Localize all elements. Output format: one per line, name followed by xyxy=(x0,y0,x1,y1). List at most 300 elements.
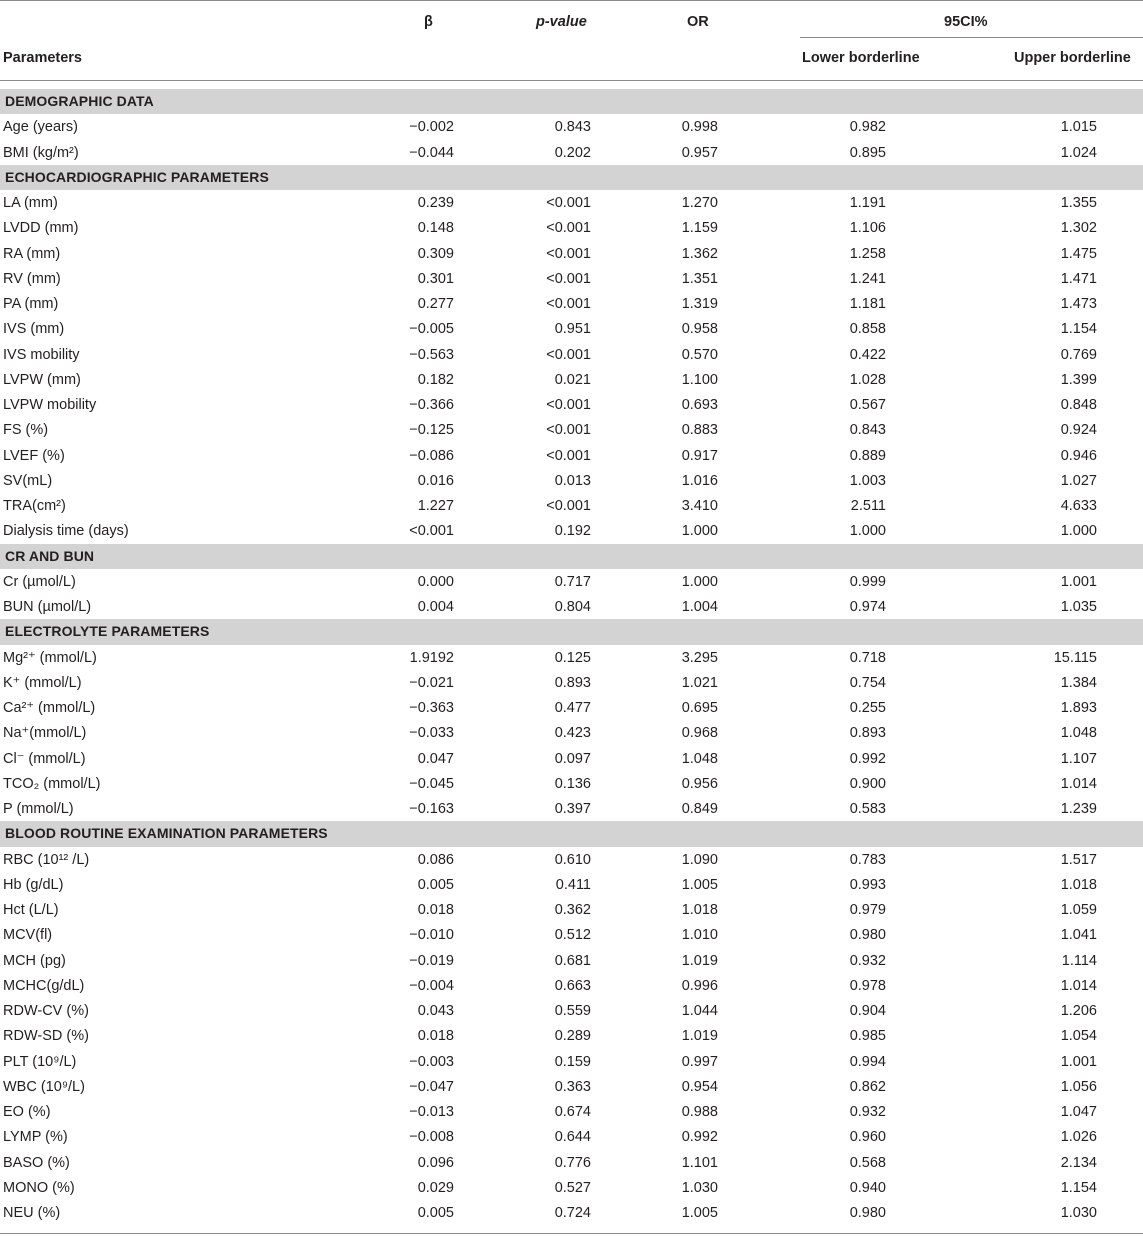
cell-or: 1.100 xyxy=(681,371,718,388)
cell-p-value: 0.397 xyxy=(554,801,591,817)
cell-upper-borderline: 0.946 xyxy=(1060,447,1097,464)
cell-beta: −0.002 xyxy=(409,119,454,136)
cell-upper-borderline: 1.001 xyxy=(1060,1053,1097,1070)
cell-or: 1.016 xyxy=(681,472,718,489)
cell-beta: −0.021 xyxy=(409,674,454,691)
cell-or: 0.957 xyxy=(681,144,718,161)
cell-p-value: <0.001 xyxy=(546,447,591,464)
cell-beta: 0.047 xyxy=(417,750,454,767)
cell-lower-borderline: 0.932 xyxy=(849,1104,886,1120)
cell-or: 1.270 xyxy=(681,195,718,211)
cell-p-value: <0.001 xyxy=(546,346,591,363)
cell-p-value: <0.001 xyxy=(546,195,591,211)
cell-parameter: LVPW mobility xyxy=(3,397,97,413)
cell-lower-borderline: 0.255 xyxy=(849,700,886,716)
cell-lower-borderline: 2.511 xyxy=(850,498,886,514)
cell-p-value: 0.363 xyxy=(554,1078,591,1095)
cell-parameter: LVEF (%) xyxy=(3,447,65,464)
cell-parameter: BMI (kg/m²) xyxy=(3,144,79,161)
header-lower-borderline: Lower borderline xyxy=(802,50,920,66)
cell-lower-borderline: 0.979 xyxy=(849,902,886,918)
cell-upper-borderline: 1.154 xyxy=(1060,1179,1097,1196)
cell-parameter: RDW-CV (%) xyxy=(3,1003,89,1019)
cell-parameter: SV(mL) xyxy=(3,472,53,489)
cell-p-value: 0.159 xyxy=(554,1053,591,1070)
cell-p-value: 0.202 xyxy=(554,144,591,161)
cell-beta: −0.019 xyxy=(409,952,454,969)
cell-or: 1.004 xyxy=(681,599,718,615)
cell-lower-borderline: 0.754 xyxy=(849,674,886,691)
cell-p-value: 0.125 xyxy=(554,649,591,666)
section-label: CR AND BUN xyxy=(5,547,95,564)
cell-upper-borderline: 1.107 xyxy=(1060,750,1097,767)
cell-p-value: <0.001 xyxy=(546,296,591,312)
cell-upper-borderline: 1.384 xyxy=(1060,674,1097,691)
cell-parameter: BUN (µmol/L) xyxy=(3,599,92,615)
cell-upper-borderline: 1.041 xyxy=(1060,927,1097,944)
table-row xyxy=(0,266,1143,291)
table-row xyxy=(0,645,1143,670)
cell-parameter: Dialysis time (days) xyxy=(3,523,129,540)
cell-lower-borderline: 0.985 xyxy=(849,1028,886,1045)
cell-parameter: IVS mobility xyxy=(3,346,80,363)
table-row xyxy=(0,114,1143,139)
cell-parameter: FS (%) xyxy=(3,422,49,439)
cell-lower-borderline: 0.940 xyxy=(849,1179,886,1196)
cell-or: 0.570 xyxy=(681,346,718,363)
cell-upper-borderline: 1.475 xyxy=(1060,245,1097,262)
cell-upper-borderline: 1.206 xyxy=(1060,1003,1097,1019)
cell-parameter: LYMP (%) xyxy=(3,1129,68,1146)
cell-lower-borderline: 0.999 xyxy=(849,573,886,590)
cell-upper-borderline: 0.848 xyxy=(1060,397,1097,413)
cell-lower-borderline: 0.783 xyxy=(849,851,886,868)
cell-beta: −0.047 xyxy=(409,1078,454,1095)
cell-parameter: RBC (10¹² /L) xyxy=(3,851,90,868)
cell-p-value: 0.644 xyxy=(554,1129,591,1146)
cell-p-value: 0.681 xyxy=(554,952,591,969)
cell-p-value: 0.136 xyxy=(554,775,591,792)
cell-or: 0.954 xyxy=(681,1078,718,1095)
cell-upper-borderline: 1.154 xyxy=(1060,321,1097,338)
cell-parameter: EO (%) xyxy=(3,1104,51,1120)
cell-lower-borderline: 0.980 xyxy=(849,927,886,944)
cell-p-value: <0.001 xyxy=(546,397,591,413)
cell-parameter: NEU (%) xyxy=(3,1205,61,1221)
cell-beta: −0.366 xyxy=(409,397,454,413)
cell-parameter: IVS (mm) xyxy=(3,321,65,338)
table-row xyxy=(0,670,1143,695)
table-row xyxy=(0,1200,1143,1225)
section-header-row xyxy=(0,165,1143,190)
cell-p-value: 0.362 xyxy=(554,902,591,918)
cell-lower-borderline: 1.241 xyxy=(849,270,886,287)
cell-lower-borderline: 0.567 xyxy=(849,397,886,413)
cell-lower-borderline: 0.974 xyxy=(849,599,886,615)
cell-or: 0.958 xyxy=(681,321,718,338)
cell-lower-borderline: 0.982 xyxy=(849,119,886,136)
table-bottom-rule xyxy=(0,1233,1143,1234)
cell-or: 0.956 xyxy=(681,775,718,792)
cell-or: 1.030 xyxy=(681,1179,718,1196)
table-row xyxy=(0,746,1143,771)
cell-or: 0.968 xyxy=(681,725,718,742)
cell-p-value: 0.192 xyxy=(554,523,591,540)
cell-or: 1.010 xyxy=(681,927,718,944)
cell-or: 3.295 xyxy=(681,649,718,666)
cell-p-value: 0.512 xyxy=(554,927,591,944)
cell-or: 0.992 xyxy=(681,1129,718,1146)
cell-beta: 0.301 xyxy=(417,270,454,287)
cell-upper-borderline: 1.355 xyxy=(1060,195,1097,211)
cell-parameter: Ca²⁺ (mmol/L) xyxy=(3,700,96,716)
table-row xyxy=(0,796,1143,821)
section-header-row xyxy=(0,89,1143,114)
header-p-value xyxy=(536,14,587,30)
cell-beta: −0.003 xyxy=(409,1053,454,1070)
cell-parameter: K⁺ (mmol/L) xyxy=(3,674,82,691)
cell-p-value: 0.289 xyxy=(554,1028,591,1045)
cell-parameter: RDW-SD (%) xyxy=(3,1028,89,1045)
table-row xyxy=(0,367,1143,392)
cell-lower-borderline: 0.993 xyxy=(849,876,886,893)
cell-p-value: 0.013 xyxy=(554,472,591,489)
cell-upper-borderline: 1.239 xyxy=(1060,801,1097,817)
cell-upper-borderline: 1.114 xyxy=(1061,952,1097,969)
table-row xyxy=(0,973,1143,998)
cell-or: 1.005 xyxy=(681,876,718,893)
cell-or: 1.019 xyxy=(681,1028,718,1045)
table-row xyxy=(0,493,1143,518)
table-row xyxy=(0,872,1143,897)
header-beta: β xyxy=(424,14,433,30)
section-header-row xyxy=(0,821,1143,846)
cell-or: 0.998 xyxy=(681,119,718,136)
cell-parameter: P (mmol/L) xyxy=(3,801,74,817)
cell-lower-borderline: 0.960 xyxy=(849,1129,886,1146)
cell-upper-borderline: 1.030 xyxy=(1060,1205,1097,1221)
cell-upper-borderline: 2.134 xyxy=(1060,1154,1097,1171)
table-row xyxy=(0,771,1143,796)
cell-parameter: Hb (g/dL) xyxy=(3,876,64,893)
header-parameters: Parameters xyxy=(3,50,82,66)
table-row xyxy=(0,897,1143,922)
cell-upper-borderline: 1.024 xyxy=(1060,144,1097,161)
cell-upper-borderline: 1.302 xyxy=(1060,220,1097,237)
cell-parameter: TCO₂ (mmol/L) xyxy=(3,775,101,792)
cell-or: 1.159 xyxy=(681,220,718,237)
cell-beta: −0.010 xyxy=(409,927,454,944)
cell-parameter: PLT (10⁹/L) xyxy=(3,1053,77,1070)
cell-upper-borderline: 1.018 xyxy=(1060,876,1097,893)
cell-or: 1.090 xyxy=(681,851,718,868)
cell-beta: −0.563 xyxy=(409,346,454,363)
cell-beta: 0.000 xyxy=(417,573,454,590)
cell-p-value: 0.097 xyxy=(554,750,591,767)
section-header-row xyxy=(0,619,1143,644)
cell-lower-borderline: 0.932 xyxy=(849,952,886,969)
cell-p-value: <0.001 xyxy=(546,422,591,439)
cell-lower-borderline: 0.862 xyxy=(849,1078,886,1095)
cell-upper-borderline: 0.769 xyxy=(1060,346,1097,363)
table-row xyxy=(0,291,1143,316)
cell-upper-borderline: 1.893 xyxy=(1060,700,1097,716)
cell-upper-borderline: 1.048 xyxy=(1060,725,1097,742)
table-row xyxy=(0,140,1143,165)
cell-beta: −0.013 xyxy=(409,1104,454,1120)
section-label: DEMOGRAPHIC DATA xyxy=(5,93,154,109)
cell-beta: <0.001 xyxy=(409,523,454,540)
cell-beta: 0.239 xyxy=(417,195,454,211)
cell-beta: 0.277 xyxy=(417,296,454,312)
cell-parameter: LA (mm) xyxy=(3,195,58,211)
cell-beta: −0.033 xyxy=(409,725,454,742)
cell-lower-borderline: 0.895 xyxy=(849,144,886,161)
header-ci-rule xyxy=(800,37,1143,38)
cell-beta: 0.005 xyxy=(417,876,454,893)
cell-p-value: 0.527 xyxy=(554,1179,591,1196)
cell-lower-borderline: 0.980 xyxy=(849,1205,886,1221)
table-row xyxy=(0,215,1143,240)
cell-beta: 0.005 xyxy=(417,1205,454,1221)
table-row xyxy=(0,190,1143,215)
cell-or: 0.849 xyxy=(681,801,718,817)
cell-beta: 0.182 xyxy=(417,371,454,388)
table-row xyxy=(0,998,1143,1023)
header-upper-borderline: Upper borderline xyxy=(1014,50,1131,66)
cell-p-value: 0.843 xyxy=(554,119,591,136)
cell-p-value: 0.559 xyxy=(554,1003,591,1019)
cell-p-value: 0.804 xyxy=(554,599,591,615)
cell-p-value: 0.610 xyxy=(554,851,591,868)
cell-upper-borderline: 1.399 xyxy=(1060,371,1097,388)
cell-parameter: TRA(cm²) xyxy=(3,498,66,514)
table-row xyxy=(0,443,1143,468)
cell-or: 1.101 xyxy=(681,1154,718,1171)
cell-upper-borderline: 1.471 xyxy=(1060,270,1097,287)
cell-parameter: MCV(fl) xyxy=(3,927,53,944)
cell-upper-borderline: 1.026 xyxy=(1060,1129,1097,1146)
cell-parameter: Age (years) xyxy=(3,119,78,136)
cell-beta: 0.096 xyxy=(417,1154,454,1171)
cell-lower-borderline: 1.258 xyxy=(849,245,886,262)
header-p-value-text: p-value xyxy=(536,14,587,30)
cell-lower-borderline: 0.858 xyxy=(849,321,886,338)
cell-beta: 0.309 xyxy=(417,245,454,262)
cell-parameter: RA (mm) xyxy=(3,245,61,262)
cell-beta: −0.044 xyxy=(409,144,454,161)
cell-parameter: Cr (µmol/L) xyxy=(3,573,76,590)
table-row xyxy=(0,342,1143,367)
cell-lower-borderline: 0.978 xyxy=(849,977,886,994)
table-row xyxy=(0,1099,1143,1124)
cell-beta: 0.018 xyxy=(417,1028,454,1045)
cell-upper-borderline: 1.027 xyxy=(1060,472,1097,489)
table-row xyxy=(0,569,1143,594)
cell-beta: 1.227 xyxy=(417,498,454,514)
cell-or: 0.996 xyxy=(681,977,718,994)
table-row xyxy=(0,241,1143,266)
section-label: ELECTROLYTE PARAMETERS xyxy=(5,623,210,640)
cell-parameter: RV (mm) xyxy=(3,270,61,287)
cell-lower-borderline: 0.900 xyxy=(849,775,886,792)
cell-parameter: PA (mm) xyxy=(3,296,59,312)
header-ci: 95CI% xyxy=(944,14,988,30)
cell-or: 1.019 xyxy=(681,952,718,969)
table-row xyxy=(0,1023,1143,1048)
cell-or: 1.018 xyxy=(681,902,718,918)
cell-parameter: MONO (%) xyxy=(3,1179,75,1196)
cell-upper-borderline: 1.000 xyxy=(1060,523,1097,540)
cell-lower-borderline: 1.028 xyxy=(849,371,886,388)
cell-beta: 0.029 xyxy=(417,1179,454,1196)
cell-beta: −0.086 xyxy=(409,447,454,464)
cell-or: 0.997 xyxy=(681,1053,718,1070)
cell-parameter: WBC (10⁹/L) xyxy=(3,1078,85,1095)
cell-beta: 0.086 xyxy=(417,851,454,868)
cell-lower-borderline: 0.889 xyxy=(849,447,886,464)
cell-lower-borderline: 1.181 xyxy=(849,296,886,312)
table-row xyxy=(0,518,1143,543)
cell-parameter: MCHC(g/dL) xyxy=(3,977,85,994)
cell-upper-borderline: 1.473 xyxy=(1060,296,1097,312)
cell-p-value: 0.423 xyxy=(554,725,591,742)
cell-beta: 0.043 xyxy=(417,1003,454,1019)
cell-lower-borderline: 0.994 xyxy=(849,1053,886,1070)
cell-parameter: Na⁺(mmol/L) xyxy=(3,725,87,742)
table-body xyxy=(0,89,1143,1225)
cell-parameter: Hct (L/L) xyxy=(3,902,59,918)
cell-parameter: MCH (pg) xyxy=(3,952,66,969)
cell-beta: −0.163 xyxy=(409,801,454,817)
cell-beta: −0.125 xyxy=(409,422,454,439)
cell-lower-borderline: 0.718 xyxy=(849,649,886,666)
cell-upper-borderline: 1.014 xyxy=(1060,977,1097,994)
cell-parameter: LVPW (mm) xyxy=(3,371,81,388)
cell-p-value: 0.893 xyxy=(554,674,591,691)
cell-or: 1.005 xyxy=(681,1205,718,1221)
cell-upper-borderline: 15.115 xyxy=(1053,649,1097,666)
cell-beta: −0.004 xyxy=(409,977,454,994)
cell-p-value: 0.674 xyxy=(554,1104,591,1120)
cell-beta: 1.9192 xyxy=(409,649,454,666)
cell-upper-borderline: 1.001 xyxy=(1060,573,1097,590)
table-row xyxy=(0,468,1143,493)
cell-beta: −0.008 xyxy=(409,1129,454,1146)
cell-lower-borderline: 0.422 xyxy=(849,346,886,363)
table-row xyxy=(0,417,1143,442)
cell-or: 0.883 xyxy=(681,422,718,439)
table-row xyxy=(0,695,1143,720)
cell-upper-borderline: 0.924 xyxy=(1060,422,1097,439)
cell-beta: 0.016 xyxy=(417,472,454,489)
cell-upper-borderline: 1.047 xyxy=(1060,1104,1097,1120)
section-label: BLOOD ROUTINE EXAMINATION PARAMETERS xyxy=(5,825,328,842)
cell-lower-borderline: 1.106 xyxy=(849,220,886,237)
cell-p-value: 0.951 xyxy=(554,321,591,338)
cell-beta: −0.045 xyxy=(409,775,454,792)
cell-lower-borderline: 0.904 xyxy=(849,1003,886,1019)
cell-or: 0.988 xyxy=(681,1104,718,1120)
cell-or: 1.021 xyxy=(681,674,718,691)
table-row xyxy=(0,1074,1143,1099)
table-row xyxy=(0,1049,1143,1074)
cell-beta: 0.148 xyxy=(417,220,454,237)
cell-lower-borderline: 1.191 xyxy=(849,195,886,211)
cell-upper-borderline: 1.035 xyxy=(1060,599,1097,615)
cell-lower-borderline: 0.992 xyxy=(849,750,886,767)
cell-beta: −0.005 xyxy=(409,321,454,338)
cell-upper-borderline: 1.014 xyxy=(1060,775,1097,792)
cell-or: 0.693 xyxy=(681,397,718,413)
cell-beta: 0.004 xyxy=(417,599,454,615)
section-header-row xyxy=(0,544,1143,569)
cell-p-value: <0.001 xyxy=(546,270,591,287)
cell-p-value: 0.724 xyxy=(554,1205,591,1221)
cell-p-value: <0.001 xyxy=(546,220,591,237)
table-row xyxy=(0,847,1143,872)
cell-upper-borderline: 4.633 xyxy=(1060,498,1097,514)
cell-lower-borderline: 1.003 xyxy=(849,472,886,489)
table-row xyxy=(0,594,1143,619)
cell-p-value: 0.776 xyxy=(554,1154,591,1171)
table-row xyxy=(0,720,1143,745)
cell-upper-borderline: 1.054 xyxy=(1060,1028,1097,1045)
cell-or: 1.044 xyxy=(681,1003,718,1019)
table-row xyxy=(0,922,1143,947)
table-row xyxy=(0,392,1143,417)
cell-lower-borderline: 0.568 xyxy=(849,1154,886,1171)
cell-p-value: 0.477 xyxy=(554,700,591,716)
cell-p-value: <0.001 xyxy=(546,498,591,514)
cell-or: 0.917 xyxy=(681,447,718,464)
cell-parameter: Mg²⁺ (mmol/L) xyxy=(3,649,97,666)
cell-lower-borderline: 0.843 xyxy=(849,422,886,439)
cell-parameter: Cl⁻ (mmol/L) xyxy=(3,750,86,767)
cell-p-value: 0.663 xyxy=(554,977,591,994)
cell-beta: −0.363 xyxy=(409,700,454,716)
cell-parameter: LVDD (mm) xyxy=(3,220,79,237)
cell-upper-borderline: 1.056 xyxy=(1060,1078,1097,1095)
cell-or: 1.048 xyxy=(681,750,718,767)
table-row xyxy=(0,1124,1143,1149)
cell-or: 1.319 xyxy=(681,296,718,312)
table-row xyxy=(0,1150,1143,1175)
cell-or: 1.351 xyxy=(681,270,718,287)
cell-or: 1.000 xyxy=(681,523,718,540)
table-row xyxy=(0,316,1143,341)
cell-or: 1.362 xyxy=(681,245,718,262)
cell-p-value: 0.411 xyxy=(555,876,591,893)
cell-upper-borderline: 1.015 xyxy=(1060,119,1097,136)
cell-parameter: BASO (%) xyxy=(3,1154,70,1171)
header-or: OR xyxy=(687,14,709,30)
cell-upper-borderline: 1.517 xyxy=(1060,851,1097,868)
cell-lower-borderline: 0.893 xyxy=(849,725,886,742)
cell-upper-borderline: 1.059 xyxy=(1060,902,1097,918)
cell-lower-borderline: 0.583 xyxy=(849,801,886,817)
cell-or: 3.410 xyxy=(681,498,718,514)
section-label: ECHOCARDIOGRAPHIC PARAMETERS xyxy=(5,168,269,185)
cell-p-value: 0.717 xyxy=(554,573,591,590)
cell-beta: 0.018 xyxy=(417,902,454,918)
cell-p-value: <0.001 xyxy=(546,245,591,262)
table-row xyxy=(0,948,1143,973)
table-header xyxy=(0,0,1143,81)
cell-or: 0.695 xyxy=(681,700,718,716)
cell-lower-borderline: 1.000 xyxy=(849,523,886,540)
cell-p-value: 0.021 xyxy=(554,371,591,388)
